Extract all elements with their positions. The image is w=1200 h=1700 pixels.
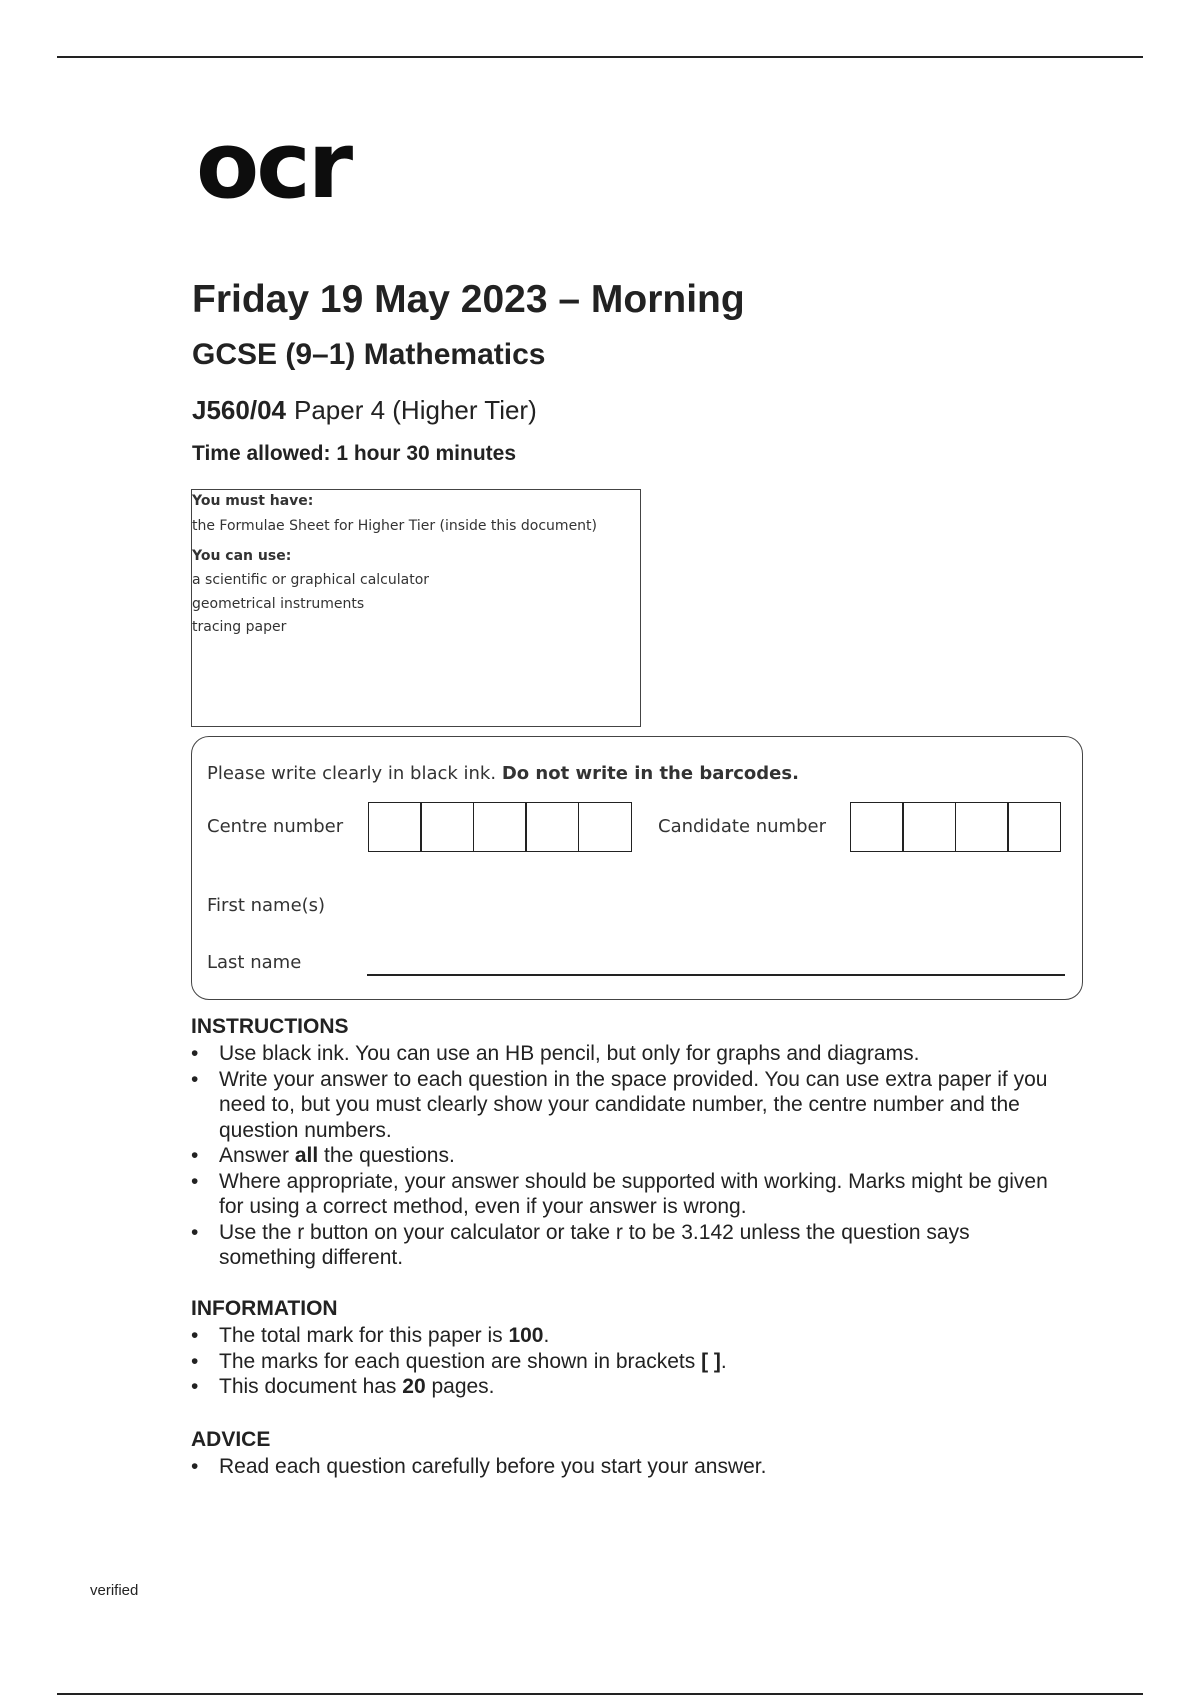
information-list	[191, 1323, 1071, 1400]
information-section	[191, 1297, 1071, 1400]
must-have-label: You must have:	[192, 493, 314, 509]
candidate-digit-box[interactable]	[955, 802, 1009, 852]
centre-number-label: Centre number	[207, 816, 344, 837]
list-item: • Use black ink. You can use an HB pencil, but only for graphs and diagrams.	[191, 1041, 1071, 1067]
time-allowed: Time allowed: 1 hour 30 minutes	[192, 442, 517, 465]
exam-date: Friday 19 May 2023 – Morning	[192, 278, 745, 321]
last-name-field[interactable]	[367, 974, 1065, 976]
barcode-warning: Do not write in the barcodes.	[501, 763, 799, 784]
materials-box	[191, 489, 641, 727]
candidate-digit-box[interactable]	[850, 802, 904, 852]
list-item: • The marks for each question are shown in brackets [ ].	[191, 1349, 1071, 1375]
information-heading: INFORMATION	[191, 1297, 338, 1320]
list-item: • The total mark for this paper is 100.	[191, 1323, 1071, 1349]
ink-note	[207, 763, 799, 784]
must-have-item: the Formulae Sheet for Higher Tier (inside this document)	[192, 518, 598, 534]
instructions-section	[191, 1015, 1071, 1271]
list-item: • Use the r button on your calculator or take r to be 3.142 unless the question says something different.	[191, 1220, 1071, 1271]
advice-heading: ADVICE	[191, 1428, 271, 1451]
can-use-item: tracing paper	[192, 619, 287, 635]
list-item: • Write your answer to each question in the space provided. You can use extra paper if you need to, but you must clearly show your candidate number, the centre number and the question numbers.	[191, 1067, 1071, 1144]
verified-label: verified	[90, 1582, 139, 1599]
list-item: • Answer all the questions.	[191, 1143, 1071, 1169]
list-item: • This document has 20 pages.	[191, 1374, 1071, 1400]
can-use-label: You can use:	[192, 548, 292, 564]
centre-digit-box[interactable]	[473, 802, 527, 852]
bottom-rule	[57, 1693, 1143, 1695]
can-use-item: geometrical instruments	[192, 596, 365, 612]
exam-subject: GCSE (9–1) Mathematics	[192, 338, 546, 371]
paper-name: Paper 4 (Higher Tier)	[293, 395, 537, 425]
candidate-digit-box[interactable]	[1007, 802, 1061, 852]
list-item: • Where appropriate, your answer should be supported with working. Marks might be given for using a correct method, even if your answer is wrong.	[191, 1169, 1071, 1220]
paper-title	[192, 395, 537, 426]
centre-digit-box[interactable]	[578, 802, 632, 852]
candidate-number-label: Candidate number	[658, 816, 826, 837]
candidate-details-box	[191, 736, 1083, 1000]
centre-number-boxes[interactable]	[369, 802, 632, 852]
centre-digit-box[interactable]	[368, 802, 422, 852]
candidate-number-boxes[interactable]	[851, 802, 1061, 852]
candidate-digit-box[interactable]	[902, 802, 956, 852]
instructions-list	[191, 1041, 1071, 1271]
centre-digit-box[interactable]	[525, 802, 579, 852]
paper-code: J560/04	[192, 395, 286, 425]
last-name-label: Last name	[207, 952, 302, 973]
instructions-heading: INSTRUCTIONS	[191, 1015, 349, 1038]
ink-note-text: Please write clearly in black ink.	[207, 763, 497, 784]
first-name-label: First name(s)	[207, 895, 326, 916]
advice-section	[191, 1428, 1071, 1480]
centre-digit-box[interactable]	[420, 802, 474, 852]
list-item: • Read each question carefully before you start your answer.	[191, 1454, 1071, 1480]
can-use-item: a scientific or graphical calculator	[192, 572, 430, 588]
ocr-logo: ocr	[196, 112, 351, 219]
advice-list	[191, 1454, 1071, 1480]
top-rule	[57, 56, 1143, 58]
